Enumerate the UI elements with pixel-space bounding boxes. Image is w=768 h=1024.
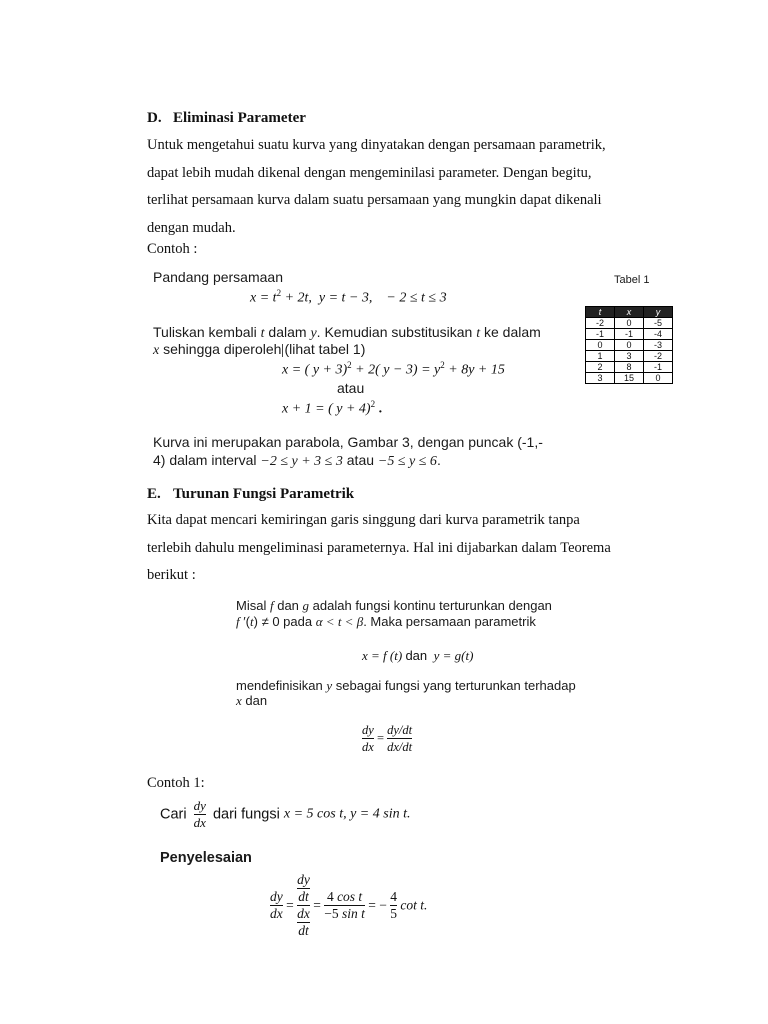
maka-text: . Maka persamaan parametrik [363,614,536,629]
example-equation-substitution: x = ( y + 3)$^2$ + 2( $y - 3) = y^2 + 8y + 15$ [282,360,505,378]
theorem-parametric-equations: x = f (t) dan y = g(t) [362,648,474,663]
dy-dx-solution-fraction: $\frac{dy}{dx}$ [270,889,283,921]
section-d-line: Untuk mengetahui suatu kurva yang dinyatakan dengan persamaan parametrik, [147,137,606,153]
table-cell: -1 [586,329,615,340]
table-cell: 8 [615,362,644,373]
table-row [586,373,673,384]
section-d-letter: D. [147,110,162,126]
table-row [586,329,673,340]
atau-inline-text: atau [346,452,375,468]
contoh1-functions: x = 5 cos t, y = 4 sin t. [283,806,411,822]
section-d-title: Eliminasi Parameter [173,110,306,126]
theorem-line-1: Misal f dan g adalah fungsi kontinu terturunkan dengan [236,598,552,613]
table-cell: -2 [586,318,615,329]
cos-sin-fraction: $\frac{\text{4 cos t}}{\text{−5 sin t}}$ [324,889,365,921]
theorem-line-4: mendefinisikan y sebagai fungsi yang terturunkan terhadap [236,678,576,693]
table-row [586,318,673,329]
lihat-tabel-text: (lihat tabel 1) [284,341,366,357]
section-d-line: dengan mudah. [147,219,236,236]
section-e-line: berikut : [147,567,196,583]
dydt-dxdt-fraction: $\frac{dy/dt}{dx/dt}$ [387,723,413,754]
section-e-line: terlebih dahulu mengeliminasi parameternya. Hal ini dijabarkan dalam Teorema [147,539,611,556]
contoh1-label: Contoh 1: [147,775,205,791]
section-e-title: Turunan Fungsi Parametrik [173,486,355,502]
table-cell: 3 [586,373,615,384]
table-cell: -5 [644,318,673,329]
dalam-text: dalam [268,324,307,340]
table-cell: 0 [615,340,644,351]
table-cell: -2 [644,351,673,362]
table-cell: 1 [586,351,615,362]
table-cell: 0 [586,340,615,351]
compound-fraction: $\frac{\frac{dy}{dt}}{\frac{dx}{dt}}$ [297,872,310,938]
table-header-cell: y [644,307,673,318]
table1-caption: Tabel 1 [614,274,650,286]
example-equation-parabola: x + 1 = ( y + 4)$^2$ . [282,399,383,417]
dan-x-text: dan [245,693,268,708]
cari-text: Cari [160,806,187,823]
kemudian-text: . Kemudian substitusikan [316,324,473,340]
table-cell: -1 [615,329,644,340]
four-fifths-fraction: $\frac{4}{5}$ [390,889,397,921]
contoh1-problem [160,798,410,831]
sebagai-fungsi-text: sebagai fungsi yang terturunkan terhadap [335,678,576,693]
section-d-paragraph [147,132,647,242]
example-line-sehingga: x sehingga diperoleh (lihat tabel 1) [153,341,366,358]
misal-text: Misal [236,598,267,613]
table-cell: 2 [586,362,615,373]
section-e-letter: E. [147,486,161,502]
dari-fungsi-text: dari fungsi [212,806,280,823]
table-cell: 15 [615,373,644,384]
table-cell: -4 [644,329,673,340]
dan-inline-text: dan [405,648,428,663]
dy-dx-problem-fraction: $\frac{dy}{dx}$ [193,798,206,830]
section-e-paragraph [147,507,647,590]
theorem-derivative-formula: $\frac{dy}{dx}$ = $\frac{dy/dt}{dx/dt}$ [362,723,413,754]
example-equation-parametric: $x = t^2 + 2t$, y = t − 3, − 2 ≤ t ≤ 3 [250,288,447,306]
dy-dx-fraction: $\frac{dy}{dx}$ [362,723,374,754]
table-header-cell: t [586,307,615,318]
table-header-row [586,307,673,318]
table-row [586,351,673,362]
theorem-line-2: f ′(t) ≠ 0 pada α < t < β. Maka persamaan parametrik [236,614,536,629]
table1 [585,306,673,384]
theorem-line-5: x dan [236,693,268,708]
fungsi-kontinu-text: adalah fungsi kontinu terturunkan dengan [312,598,552,613]
table-cell: 3 [615,351,644,362]
table-cell: -1 [644,362,673,373]
section-e-line: Kita dapat mencari kemiringan garis singgung dari kurva parametrik tanpa [147,512,580,528]
table-cell: 0 [644,373,673,384]
section-d-line: terlihat persamaan kurva dalam suatu persamaan yang mungkin dapat dikenali [147,192,602,208]
solution-formula: $\frac{dy}{dx}$ = $\frac{\frac{dy}{dt}}{\frac{dx}{dt}}$ = $\frac{\text{4 cos t}}{\text{−5 sin t}}$ = − $\frac{4}{5}$ cot t. [270,872,428,938]
ke-dalam-text: ke dalam [483,324,541,340]
example-line-tuliskan: Tuliskan kembali t dalam y. Kemudian substitusikan t ke dalam [153,324,541,341]
interval-text: 4) dalam interval [153,452,257,468]
penyelesaian-heading: Penyelesaian [160,850,252,866]
dan-text: dan [277,598,299,613]
section-d-line: dapat lebih mudah dikenal dengan mengeminilasi parameter. Dengan begitu, [147,164,592,181]
atau-text: atau [337,380,365,396]
example-line-kurva: Kurva ini merupakan parabola, Gambar 3, dengan puncak (-1,- [153,434,543,450]
example-line-interval: 4) dalam interval −2 ≤ y + 3 ≤ 3 atau −5 ≤ y ≤ 6. [153,452,441,469]
tuliskan-text: Tuliskan kembali [153,324,257,340]
table-row [586,340,673,351]
table-cell: 0 [615,318,644,329]
sehingga-text: sehingga diperoleh [163,341,282,357]
section-e-heading [147,486,354,503]
table-header-cell: x [615,307,644,318]
example-line-pandang: Pandang persamaan [153,269,283,285]
contoh-label: Contoh : [147,241,198,257]
section-d-heading [147,110,306,127]
pada-text: pada [283,614,313,629]
mendefinisikan-text: mendefinisikan [236,678,323,693]
table-cell: -3 [644,340,673,351]
table-row [586,362,673,373]
